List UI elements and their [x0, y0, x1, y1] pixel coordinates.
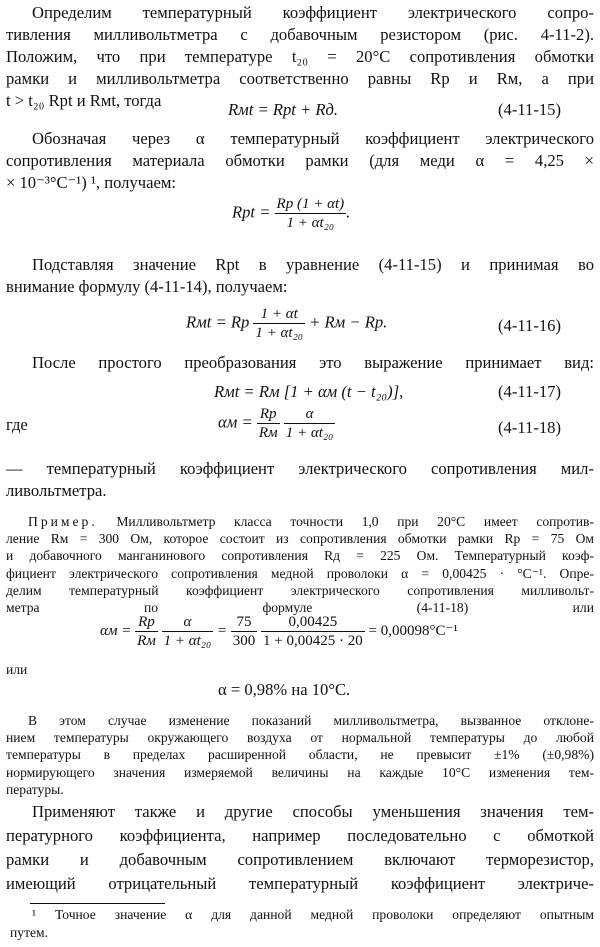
text-line: нормирующего значения измеряемой величины на каждые 10°C изменения тем- [6, 764, 594, 780]
equation-number: (4-11-18) [498, 418, 561, 437]
paragraph-intro [6, 2, 594, 112]
equation-number: (4-11-16) [498, 316, 561, 335]
paragraph-after [6, 352, 594, 374]
fraction: $\frac{Rр (1 + \alpha t)}{\text{1 + αt₂₀}}$ [276, 196, 345, 231]
paragraph-alpha [6, 128, 594, 194]
text-line: фициент электрического сопротивления медной проволоки α = 0,00425 · °C⁻¹. Опре- [6, 565, 594, 581]
text-line: имеющий отрицательный температурный коэффициент электриче- [6, 874, 594, 893]
paragraph-other-methods [6, 800, 594, 896]
text-line: тивления милливольтметра с добавочным резистором (рис. 4-11-2). [6, 25, 594, 44]
text-line: метра по формуле (4-11-18) или [6, 599, 594, 615]
text-line: Пример. Милливольтметр класса точности 1,0 при 20°C имеет сопротив- [28, 514, 594, 529]
text-line: путем. [10, 925, 49, 940]
fraction: $\frac{\alpha}{\text{1 + αt₂₀}}$ [163, 614, 212, 649]
equation-4-11-17: Rмt = Rм [1 + αм (t − t₂₀)], [214, 382, 404, 401]
text-line: В этом случае изменение показаний милливольтметра, вызванное отклоне- [28, 713, 594, 728]
equation-alpha-result: α = 0,98% на 10°C. [218, 680, 351, 699]
text-line: температуры в пределах расширенной области, не превысит ±1% (±0,98%) [6, 747, 594, 763]
text-line: Обозначая через α температурный коэффициент электрического [32, 129, 594, 148]
text-line: Подставляя значение Rрt в уравнение (4-11-15) и принимая во [32, 255, 594, 274]
fraction: $\frac{Rр}{Rм}$ [137, 614, 156, 649]
text-line: нием температуры окружающего воздуха от нормальной температуры до любой [6, 730, 594, 746]
equation-number: (4-11-17) [498, 382, 561, 401]
text-line: Положим, что при температуре t₂₀ = 20°C сопротивления обмотки [6, 47, 594, 66]
footnote [10, 906, 594, 946]
example-conclusion [6, 712, 594, 803]
fraction: $\frac{Rр}{Rм}$ [258, 406, 278, 441]
fraction: $\frac{1 + \alpha t}{\text{1 + αt₂₀}}$ [255, 306, 304, 341]
equation-4-11-16: Rмt = Rр $\frac{1 + \alpha t}{\text{1 + αt₂₀}}$ + Rм − Rр. [186, 306, 388, 341]
footnote-divider [30, 903, 165, 904]
text-line: Определим температурный коэффициент электрического сопро- [32, 3, 594, 22]
text-line: × 10⁻³°C⁻¹) ¹, получаем: [6, 173, 176, 192]
text-line: пературного коэффициента, например последовательно с обмоткой [6, 826, 594, 845]
paragraph-dash [6, 458, 594, 502]
text-line: внимание формулу (4-11-14), получаем: [6, 277, 288, 296]
text-line: ¹ Точное значение α для данной медной проволоки определяют опытным [32, 907, 594, 922]
text-line: и добавочного манганинового сопротивления Rд = 225 Ом. Температурный коэф- [6, 548, 594, 564]
word-or: или [6, 662, 28, 677]
word-where: где [6, 415, 28, 434]
example-block [6, 513, 594, 616]
text-line: рамки и добавочным сопротивлением включают терморезистор, [6, 850, 594, 869]
equation-rpt: Rрt = $\frac{Rр (1 + \alpha t)}{\text{1 + αt₂₀}}$ . [232, 196, 351, 231]
text-line: рамки и милливольтметра соответственно равны Rр и Rм, а при [6, 69, 594, 88]
text-line: делим температурный коэффициент электрического сопротивления милливольт- [6, 582, 594, 598]
text-line: Применяют также и другие способы уменьшения значения тем- [32, 802, 594, 821]
fraction: $\frac{75}{300}$ [232, 614, 256, 649]
equation-number: (4-11-15) [498, 100, 561, 119]
equation-4-11-18: αм = $\frac{Rр}{Rм}$ $\frac{\alpha}{\text{1 + αt₂₀}}$ [218, 406, 334, 441]
text-line: пературы. [6, 781, 64, 797]
fraction: $\frac{\alpha}{\text{1 + αt₂₀}}$ [285, 406, 334, 441]
text-line: — температурный коэффициент электрического сопротивления мил- [6, 459, 594, 478]
text-line: ление Rм = 300 Ом, которое состоит из сопротивления обмотки рамки Rр = 75 Ом [6, 531, 594, 547]
fraction: $\frac{0,00425}{1 + 0,00425 \cdot 20}$ [263, 614, 363, 649]
text-line: После простого преобразования это выражение принимает вид: [32, 353, 594, 372]
text-line: t > t₂₀ Rрt и Rмt, тогда [6, 91, 162, 110]
paragraph-substitute [6, 254, 594, 298]
text-line: ливольтметра. [6, 481, 107, 500]
equation-example: αм = $\frac{Rр}{Rм}$ $\frac{\alpha}{\text{1 + αt₂₀}}$ = $\frac{75}{300}$ $\frac{0,00425}{1 + 0,00425 \cdot 20}$ = 0,00098°C⁻¹ [100, 614, 458, 649]
equation-4-11-15: Rмt = Rрt + Rд. [228, 100, 339, 119]
text-line: сопротивления материала обмотки рамки (для меди α = 4,25 × [6, 151, 594, 170]
